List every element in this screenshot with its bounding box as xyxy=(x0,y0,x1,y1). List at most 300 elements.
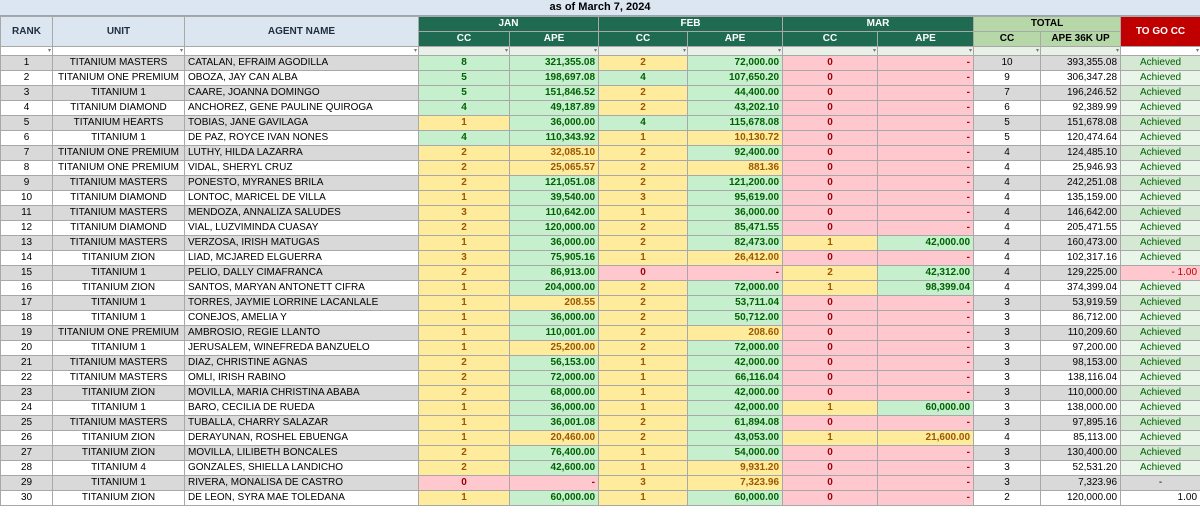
feb-cc-cell: 2 xyxy=(599,101,688,116)
agent-name-cell: SANTOS, MARYAN ANTONETT CIFRA xyxy=(185,281,419,296)
header-jan-ape: APE xyxy=(510,32,599,47)
jan-cc-cell: 2 xyxy=(419,356,510,371)
jan-cc-cell: 1 xyxy=(419,116,510,131)
total-ape-cell: 374,399.04 xyxy=(1041,281,1121,296)
unit-cell: TITANIUM ZION xyxy=(53,281,185,296)
agent-name-cell: MENDOZA, ANNALIZA SALUDES xyxy=(185,206,419,221)
table-row xyxy=(1,311,1200,326)
filter-dropdown-icon[interactable]: ▾ xyxy=(783,47,878,56)
rank-cell: 1 xyxy=(1,56,53,71)
feb-cc-cell: 1 xyxy=(599,401,688,416)
mar-ape-cell: - xyxy=(878,251,974,266)
feb-cc-cell: 2 xyxy=(599,176,688,191)
feb-ape-cell: 72,000.00 xyxy=(688,281,783,296)
agent-name-cell: VIAL, LUZVIMINDA CUASAY xyxy=(185,221,419,236)
to-go-cc-cell: Achieved xyxy=(1121,431,1200,446)
total-cc-cell: 4 xyxy=(974,221,1041,236)
table-row xyxy=(1,86,1200,101)
to-go-cc-cell: Achieved xyxy=(1121,176,1200,191)
to-go-cc-cell: Achieved xyxy=(1121,56,1200,71)
jan-cc-cell: 2 xyxy=(419,386,510,401)
jan-ape-cell: - xyxy=(510,476,599,491)
mar-cc-cell: 0 xyxy=(783,386,878,401)
rank-cell: 16 xyxy=(1,281,53,296)
unit-cell: TITANIUM MASTERS xyxy=(53,206,185,221)
header-unit: UNIT xyxy=(53,17,185,47)
jan-cc-cell: 4 xyxy=(419,101,510,116)
header-mar-cc: CC xyxy=(783,32,878,47)
mar-cc-cell: 1 xyxy=(783,236,878,251)
agent-name-cell: RIVERA, MONALISA DE CASTRO xyxy=(185,476,419,491)
header-feb: FEB xyxy=(599,17,783,32)
jan-ape-cell: 75,905.16 xyxy=(510,251,599,266)
jan-cc-cell: 1 xyxy=(419,311,510,326)
filter-dropdown-icon[interactable]: ▾ xyxy=(510,47,599,56)
feb-cc-cell: 1 xyxy=(599,371,688,386)
to-go-cc-cell: 1.00 xyxy=(1121,491,1200,506)
jan-cc-cell: 2 xyxy=(419,371,510,386)
table-row xyxy=(1,161,1200,176)
table-row xyxy=(1,296,1200,311)
total-ape-cell: 242,251.08 xyxy=(1041,176,1121,191)
to-go-cc-cell: Achieved xyxy=(1121,131,1200,146)
jan-ape-cell: 76,400.00 xyxy=(510,446,599,461)
total-cc-cell: 3 xyxy=(974,311,1041,326)
feb-cc-cell: 2 xyxy=(599,281,688,296)
feb-ape-cell: 107,650.20 xyxy=(688,71,783,86)
jan-cc-cell: 1 xyxy=(419,236,510,251)
mar-ape-cell: 98,399.04 xyxy=(878,281,974,296)
total-ape-cell: 124,485.10 xyxy=(1041,146,1121,161)
total-ape-cell: 97,200.00 xyxy=(1041,341,1121,356)
rank-cell: 12 xyxy=(1,221,53,236)
filter-dropdown-icon[interactable]: ▾ xyxy=(878,47,974,56)
feb-cc-cell: 1 xyxy=(599,206,688,221)
feb-cc-cell: 2 xyxy=(599,416,688,431)
agent-name-cell: CONEJOS, AMELIA Y xyxy=(185,311,419,326)
total-cc-cell: 4 xyxy=(974,176,1041,191)
total-cc-cell: 10 xyxy=(974,56,1041,71)
to-go-cc-cell: - 1.00 xyxy=(1121,266,1200,281)
unit-cell: TITANIUM ZION xyxy=(53,251,185,266)
mar-cc-cell: 0 xyxy=(783,206,878,221)
mar-cc-cell: 0 xyxy=(783,476,878,491)
jan-cc-cell: 1 xyxy=(419,416,510,431)
to-go-cc-cell: Achieved xyxy=(1121,326,1200,341)
agent-ranking-table xyxy=(0,16,1200,506)
rank-cell: 26 xyxy=(1,431,53,446)
mar-cc-cell: 0 xyxy=(783,71,878,86)
unit-cell: TITANIUM 1 xyxy=(53,266,185,281)
to-go-cc-cell: Achieved xyxy=(1121,296,1200,311)
to-go-cc-cell: Achieved xyxy=(1121,416,1200,431)
total-ape-cell: 98,153.00 xyxy=(1041,356,1121,371)
to-go-cc-cell: Achieved xyxy=(1121,101,1200,116)
total-cc-cell: 3 xyxy=(974,371,1041,386)
agent-name-cell: LUTHY, HILDA LAZARRA xyxy=(185,146,419,161)
table-row xyxy=(1,491,1200,506)
feb-cc-cell: 1 xyxy=(599,461,688,476)
total-ape-cell: 138,116.04 xyxy=(1041,371,1121,386)
rank-cell: 17 xyxy=(1,296,53,311)
feb-cc-cell: 2 xyxy=(599,161,688,176)
feb-cc-cell: 2 xyxy=(599,431,688,446)
total-ape-cell: 151,678.08 xyxy=(1041,116,1121,131)
mar-ape-cell: - xyxy=(878,71,974,86)
total-cc-cell: 4 xyxy=(974,146,1041,161)
agent-name-cell: DE LEON, SYRA MAE TOLEDANA xyxy=(185,491,419,506)
filter-dropdown-icon[interactable]: ▾ xyxy=(1121,47,1200,56)
to-go-cc-cell: Achieved xyxy=(1121,356,1200,371)
feb-ape-cell: 9,931.20 xyxy=(688,461,783,476)
feb-ape-cell: 36,000.00 xyxy=(688,206,783,221)
jan-cc-cell: 8 xyxy=(419,56,510,71)
total-ape-cell: 135,159.00 xyxy=(1041,191,1121,206)
to-go-cc-cell: Achieved xyxy=(1121,371,1200,386)
jan-cc-cell: 1 xyxy=(419,296,510,311)
jan-ape-cell: 208.55 xyxy=(510,296,599,311)
unit-cell: TITANIUM ZION xyxy=(53,431,185,446)
total-cc-cell: 3 xyxy=(974,356,1041,371)
rank-cell: 6 xyxy=(1,131,53,146)
mar-cc-cell: 0 xyxy=(783,371,878,386)
feb-cc-cell: 1 xyxy=(599,356,688,371)
unit-cell: TITANIUM ZION xyxy=(53,386,185,401)
agent-name-cell: TORRES, JAYMIE LORRINE LACANLALE xyxy=(185,296,419,311)
total-ape-cell: 86,712.00 xyxy=(1041,311,1121,326)
total-cc-cell: 3 xyxy=(974,341,1041,356)
agent-name-cell: CAARE, JOANNA DOMINGO xyxy=(185,86,419,101)
table-row xyxy=(1,386,1200,401)
total-cc-cell: 5 xyxy=(974,131,1041,146)
total-cc-cell: 3 xyxy=(974,416,1041,431)
header-jan: JAN xyxy=(419,17,599,32)
feb-cc-cell: 2 xyxy=(599,56,688,71)
table-row xyxy=(1,101,1200,116)
total-ape-cell: 120,000.00 xyxy=(1041,491,1121,506)
mar-ape-cell: - xyxy=(878,371,974,386)
rank-cell: 2 xyxy=(1,71,53,86)
jan-ape-cell: 68,000.00 xyxy=(510,386,599,401)
agent-name-cell: LONTOC, MARICEL DE VILLA xyxy=(185,191,419,206)
jan-ape-cell: 39,540.00 xyxy=(510,191,599,206)
jan-cc-cell: 1 xyxy=(419,491,510,506)
filter-dropdown-icon[interactable]: ▾ xyxy=(1,47,53,56)
mar-cc-cell: 0 xyxy=(783,191,878,206)
mar-cc-cell: 0 xyxy=(783,161,878,176)
jan-ape-cell: 49,187.89 xyxy=(510,101,599,116)
mar-ape-cell: 42,000.00 xyxy=(878,236,974,251)
feb-cc-cell: 4 xyxy=(599,71,688,86)
total-ape-cell: 130,400.00 xyxy=(1041,446,1121,461)
filter-dropdown-icon[interactable]: ▾ xyxy=(1041,47,1121,56)
feb-cc-cell: 3 xyxy=(599,476,688,491)
to-go-cc-cell: Achieved xyxy=(1121,221,1200,236)
mar-ape-cell: - xyxy=(878,326,974,341)
rank-cell: 22 xyxy=(1,371,53,386)
table-row xyxy=(1,401,1200,416)
jan-ape-cell: 36,000.00 xyxy=(510,236,599,251)
total-ape-cell: 120,474.64 xyxy=(1041,131,1121,146)
rank-cell: 9 xyxy=(1,176,53,191)
total-ape-cell: 146,642.00 xyxy=(1041,206,1121,221)
unit-cell: TITANIUM MASTERS xyxy=(53,176,185,191)
feb-cc-cell: 2 xyxy=(599,221,688,236)
table-row xyxy=(1,341,1200,356)
total-cc-cell: 6 xyxy=(974,101,1041,116)
total-ape-cell: 102,317.16 xyxy=(1041,251,1121,266)
feb-cc-cell: 1 xyxy=(599,131,688,146)
mar-ape-cell: - xyxy=(878,146,974,161)
mar-ape-cell: - xyxy=(878,221,974,236)
jan-ape-cell: 198,697.08 xyxy=(510,71,599,86)
to-go-cc-cell: Achieved xyxy=(1121,401,1200,416)
rank-cell: 27 xyxy=(1,446,53,461)
feb-cc-cell: 2 xyxy=(599,86,688,101)
total-ape-cell: 306,347.28 xyxy=(1041,71,1121,86)
to-go-cc-cell: - xyxy=(1121,476,1200,491)
table-row xyxy=(1,371,1200,386)
feb-ape-cell: 85,471.55 xyxy=(688,221,783,236)
mar-cc-cell: 0 xyxy=(783,311,878,326)
mar-cc-cell: 0 xyxy=(783,356,878,371)
jan-ape-cell: 36,000.00 xyxy=(510,401,599,416)
unit-cell: TITANIUM ONE PREMIUM xyxy=(53,71,185,86)
rank-cell: 23 xyxy=(1,386,53,401)
feb-ape-cell: 10,130.72 xyxy=(688,131,783,146)
feb-ape-cell: 54,000.00 xyxy=(688,446,783,461)
feb-ape-cell: 43,202.10 xyxy=(688,101,783,116)
total-ape-cell: 205,471.55 xyxy=(1041,221,1121,236)
rank-cell: 13 xyxy=(1,236,53,251)
feb-ape-cell: 66,116.04 xyxy=(688,371,783,386)
total-ape-cell: 138,000.00 xyxy=(1041,401,1121,416)
mar-cc-cell: 0 xyxy=(783,461,878,476)
agent-name-cell: GONZALES, SHIELLA LANDICHO xyxy=(185,461,419,476)
feb-ape-cell: 82,473.00 xyxy=(688,236,783,251)
feb-cc-cell: 2 xyxy=(599,341,688,356)
mar-cc-cell: 0 xyxy=(783,86,878,101)
to-go-cc-cell: Achieved xyxy=(1121,341,1200,356)
jan-cc-cell: 1 xyxy=(419,401,510,416)
total-cc-cell: 3 xyxy=(974,401,1041,416)
to-go-cc-cell: Achieved xyxy=(1121,386,1200,401)
rank-cell: 30 xyxy=(1,491,53,506)
mar-cc-cell: 0 xyxy=(783,146,878,161)
unit-cell: TITANIUM DIAMOND xyxy=(53,101,185,116)
total-ape-cell: 92,389.99 xyxy=(1041,101,1121,116)
table-row xyxy=(1,326,1200,341)
total-ape-cell: 7,323.96 xyxy=(1041,476,1121,491)
unit-cell: TITANIUM ZION xyxy=(53,491,185,506)
jan-cc-cell: 1 xyxy=(419,281,510,296)
agent-name-cell: VIDAL, SHERYL CRUZ xyxy=(185,161,419,176)
total-ape-cell: 53,919.59 xyxy=(1041,296,1121,311)
jan-ape-cell: 204,000.00 xyxy=(510,281,599,296)
feb-ape-cell: 26,412.00 xyxy=(688,251,783,266)
rank-cell: 18 xyxy=(1,311,53,326)
jan-ape-cell: 36,001.08 xyxy=(510,416,599,431)
total-ape-cell: 196,246.52 xyxy=(1041,86,1121,101)
total-cc-cell: 4 xyxy=(974,236,1041,251)
jan-cc-cell: 2 xyxy=(419,146,510,161)
jan-ape-cell: 60,000.00 xyxy=(510,491,599,506)
jan-cc-cell: 1 xyxy=(419,326,510,341)
header-rank: RANK xyxy=(1,17,53,47)
total-cc-cell: 4 xyxy=(974,206,1041,221)
feb-ape-cell: 72,000.00 xyxy=(688,341,783,356)
agent-name-cell: PELIO, DALLY CIMAFRANCA xyxy=(185,266,419,281)
mar-cc-cell: 1 xyxy=(783,431,878,446)
unit-cell: TITANIUM MASTERS xyxy=(53,416,185,431)
jan-cc-cell: 1 xyxy=(419,191,510,206)
mar-ape-cell: - xyxy=(878,491,974,506)
rank-cell: 24 xyxy=(1,401,53,416)
header-mar: MAR xyxy=(783,17,974,32)
unit-cell: TITANIUM 1 xyxy=(53,86,185,101)
total-cc-cell: 3 xyxy=(974,386,1041,401)
filter-dropdown-icon[interactable]: ▾ xyxy=(974,47,1041,56)
mar-cc-cell: 1 xyxy=(783,281,878,296)
agent-name-cell: LIAD, MCJARED ELGUERRA xyxy=(185,251,419,266)
jan-ape-cell: 121,051.08 xyxy=(510,176,599,191)
agent-name-cell: OMLI, IRISH RABINO xyxy=(185,371,419,386)
total-cc-cell: 5 xyxy=(974,116,1041,131)
to-go-cc-cell: Achieved xyxy=(1121,236,1200,251)
unit-cell: TITANIUM 1 xyxy=(53,131,185,146)
header-mar-ape: APE xyxy=(878,32,974,47)
jan-cc-cell: 2 xyxy=(419,221,510,236)
unit-cell: TITANIUM MASTERS xyxy=(53,356,185,371)
feb-ape-cell: 72,000.00 xyxy=(688,56,783,71)
agent-name-cell: AMBROSIO, REGIE LLANTO xyxy=(185,326,419,341)
jan-ape-cell: 321,355.08 xyxy=(510,56,599,71)
unit-cell: TITANIUM MASTERS xyxy=(53,236,185,251)
filter-row xyxy=(1,47,1200,56)
rank-cell: 14 xyxy=(1,251,53,266)
rank-cell: 3 xyxy=(1,86,53,101)
mar-ape-cell: - xyxy=(878,461,974,476)
mar-cc-cell: 2 xyxy=(783,266,878,281)
feb-ape-cell: - xyxy=(688,266,783,281)
total-cc-cell: 3 xyxy=(974,476,1041,491)
filter-dropdown-icon[interactable]: ▾ xyxy=(419,47,510,56)
filter-dropdown-icon[interactable]: ▾ xyxy=(185,47,419,56)
feb-cc-cell: 1 xyxy=(599,386,688,401)
to-go-cc-cell: Achieved xyxy=(1121,206,1200,221)
unit-cell: TITANIUM 1 xyxy=(53,401,185,416)
filter-dropdown-icon[interactable]: ▾ xyxy=(688,47,783,56)
header-total-cc: CC xyxy=(974,32,1041,47)
rank-cell: 25 xyxy=(1,416,53,431)
agent-name-cell: DIAZ, CHRISTINE AGNAS xyxy=(185,356,419,371)
jan-cc-cell: 2 xyxy=(419,461,510,476)
table-row xyxy=(1,431,1200,446)
header-feb-cc: CC xyxy=(599,32,688,47)
to-go-cc-cell: Achieved xyxy=(1121,461,1200,476)
agent-name-cell: CATALAN, EFRAIM AGODILLA xyxy=(185,56,419,71)
mar-ape-cell: 21,600.00 xyxy=(878,431,974,446)
mar-ape-cell: 42,312.00 xyxy=(878,266,974,281)
unit-cell: TITANIUM 1 xyxy=(53,311,185,326)
jan-ape-cell: 151,846.52 xyxy=(510,86,599,101)
to-go-cc-cell: Achieved xyxy=(1121,86,1200,101)
to-go-cc-cell: Achieved xyxy=(1121,251,1200,266)
to-go-cc-cell: Achieved xyxy=(1121,311,1200,326)
agent-name-cell: JERUSALEM, WINEFREDA BANZUELO xyxy=(185,341,419,356)
total-cc-cell: 3 xyxy=(974,461,1041,476)
feb-ape-cell: 61,894.08 xyxy=(688,416,783,431)
unit-cell: TITANIUM DIAMOND xyxy=(53,221,185,236)
total-cc-cell: 3 xyxy=(974,326,1041,341)
feb-cc-cell: 2 xyxy=(599,146,688,161)
table-row xyxy=(1,461,1200,476)
unit-cell: TITANIUM 1 xyxy=(53,476,185,491)
unit-cell: TITANIUM ONE PREMIUM xyxy=(53,326,185,341)
table-row xyxy=(1,116,1200,131)
feb-ape-cell: 115,678.08 xyxy=(688,116,783,131)
total-cc-cell: 3 xyxy=(974,446,1041,461)
filter-dropdown-icon[interactable]: ▾ xyxy=(599,47,688,56)
feb-cc-cell: 2 xyxy=(599,236,688,251)
mar-ape-cell: - xyxy=(878,296,974,311)
feb-ape-cell: 42,000.00 xyxy=(688,401,783,416)
total-cc-cell: 7 xyxy=(974,86,1041,101)
table-row xyxy=(1,146,1200,161)
feb-cc-cell: 1 xyxy=(599,251,688,266)
feb-cc-cell: 1 xyxy=(599,491,688,506)
feb-cc-cell: 3 xyxy=(599,191,688,206)
jan-ape-cell: 20,460.00 xyxy=(510,431,599,446)
report-title: as of March 7, 2024 xyxy=(0,0,1200,16)
feb-cc-cell: 2 xyxy=(599,311,688,326)
mar-cc-cell: 0 xyxy=(783,56,878,71)
mar-cc-cell: 0 xyxy=(783,251,878,266)
jan-ape-cell: 25,065.57 xyxy=(510,161,599,176)
feb-ape-cell: 53,711.04 xyxy=(688,296,783,311)
filter-dropdown-icon[interactable]: ▾ xyxy=(53,47,185,56)
rank-cell: 15 xyxy=(1,266,53,281)
jan-ape-cell: 25,200.00 xyxy=(510,341,599,356)
mar-ape-cell: - xyxy=(878,476,974,491)
table-row xyxy=(1,356,1200,371)
mar-ape-cell: - xyxy=(878,311,974,326)
rank-cell: 11 xyxy=(1,206,53,221)
jan-cc-cell: 4 xyxy=(419,131,510,146)
table-row xyxy=(1,221,1200,236)
mar-ape-cell: - xyxy=(878,191,974,206)
rank-cell: 8 xyxy=(1,161,53,176)
table-row xyxy=(1,236,1200,251)
mar-ape-cell: - xyxy=(878,131,974,146)
header-feb-ape: APE xyxy=(688,32,783,47)
jan-ape-cell: 120,000.00 xyxy=(510,221,599,236)
feb-cc-cell: 4 xyxy=(599,116,688,131)
jan-cc-cell: 1 xyxy=(419,431,510,446)
unit-cell: TITANIUM 1 xyxy=(53,341,185,356)
feb-ape-cell: 60,000.00 xyxy=(688,491,783,506)
mar-ape-cell: 60,000.00 xyxy=(878,401,974,416)
unit-cell: TITANIUM MASTERS xyxy=(53,371,185,386)
unit-cell: TITANIUM 1 xyxy=(53,296,185,311)
mar-ape-cell: - xyxy=(878,386,974,401)
agent-name-cell: DE PAZ, ROYCE IVAN NONES xyxy=(185,131,419,146)
unit-cell: TITANIUM ONE PREMIUM xyxy=(53,161,185,176)
jan-ape-cell: 36,000.00 xyxy=(510,311,599,326)
total-cc-cell: 4 xyxy=(974,191,1041,206)
header-total: TOTAL xyxy=(974,17,1121,32)
table-row xyxy=(1,206,1200,221)
